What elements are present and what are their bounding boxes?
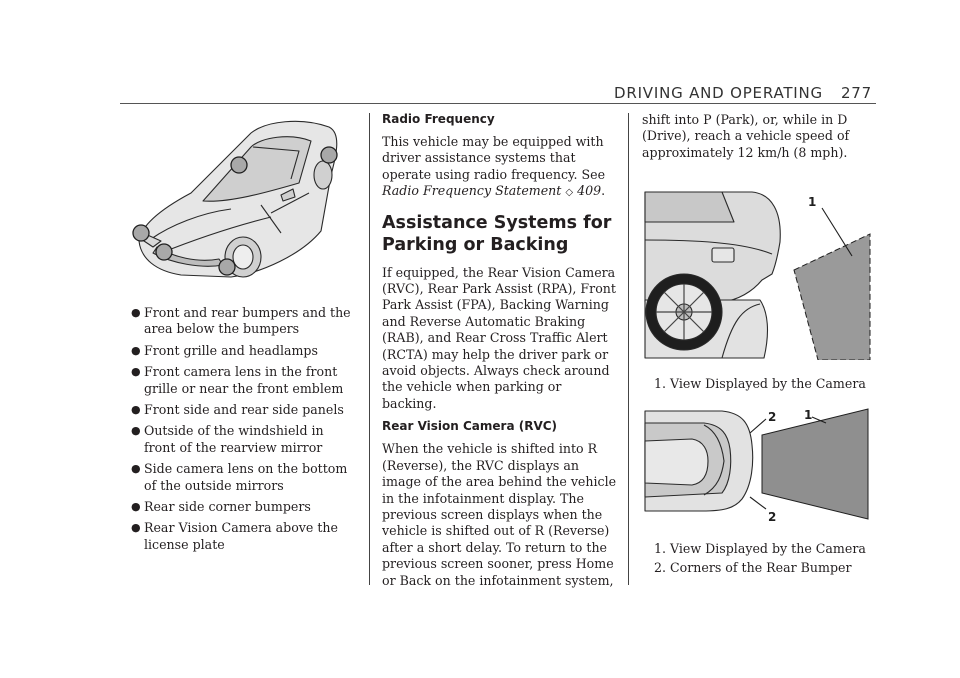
- list-item: ● Front and rear bumpers and the area below the bumpers: [131, 305, 351, 337]
- column-right: [642, 112, 874, 579]
- list-item: ● Front camera lens in the front grille or near the front emblem: [131, 364, 344, 396]
- running-header: [472, 84, 872, 102]
- column-left: [131, 113, 356, 558]
- list-item: ● Front grille and headlamps: [131, 342, 318, 358]
- callout-label: 2: [768, 509, 777, 524]
- caption-item: 2. Corners of the Rear Bumper: [654, 560, 852, 576]
- callout-label: 2: [768, 409, 777, 424]
- rvc-continued-paragraph: shift into P (Park), or, while in D (Drive), reach a vehicle speed of approximately 12 km/h (8 mph).: [642, 112, 850, 160]
- callout-label: 1: [804, 407, 813, 422]
- section-title: DRIVING AND OPERATING: [614, 84, 823, 102]
- callout-label: 1: [808, 195, 817, 210]
- assistance-systems-paragraph: If equipped, the Rear Vision Camera (RVC), Rear Park Assist (RPA), Front Park Assist (FPA), Backing Warning and Reverse Automatic Braking (RAB), and Rear Cross Traffic Alert (RCTA) may help the driver park or avoid objects. Always check around the vehicle when parking or backing.: [382, 264, 616, 411]
- column-divider: [628, 113, 629, 585]
- rear-camera-view-illustration: [642, 182, 874, 360]
- list-item: ● Outside of the windshield in front of the rearview mirror: [131, 423, 324, 455]
- section-heading: Assistance Systems for Parking or Backing: [382, 212, 612, 255]
- sensor-location-list: [131, 305, 356, 553]
- page-number: 277: [840, 84, 872, 102]
- list-item: ● Side camera lens on the bottom of the outside mirrors: [131, 461, 348, 493]
- column-divider: [369, 113, 370, 585]
- rvc-heading: Rear Vision Camera (RVC): [382, 419, 558, 434]
- figure-2-caption: [642, 541, 874, 577]
- page-ref-icon: ◇: [565, 187, 574, 199]
- radio-frequency-heading: Radio Frequency: [382, 112, 495, 126]
- rear-camera-top-view-illustration: [642, 405, 874, 529]
- radio-frequency-statement-link[interactable]: Radio Frequency Statement ◇ 409: [382, 183, 602, 199]
- car-sensor-locations-illustration: [131, 113, 356, 291]
- list-item: ● Front side and rear side panels: [131, 402, 344, 418]
- list-item: ● Rear side corner bumpers: [131, 499, 311, 515]
- figure-1-caption: [642, 376, 874, 392]
- list-item: ● Rear Vision Camera above the license plate: [131, 520, 338, 552]
- caption-item: 1. View Displayed by the Camera: [654, 376, 866, 392]
- header-rule: [120, 103, 876, 104]
- column-middle: [382, 112, 618, 589]
- rvc-paragraph: When the vehicle is shifted into R (Reverse), the RVC displays an image of the area behind the vehicle in the infotainment display. The previous screen displays when the vehicle is shifted out of R (Reverse) after a short delay. To return to the previous screen sooner, press Home or Back on the infotainment system,: [382, 441, 617, 588]
- caption-item: 1. View Displayed by the Camera: [654, 540, 866, 556]
- radio-frequency-paragraph: This vehicle may be equipped with driver assistance systems that operate using radio frequency. See Radio Frequency Statement ◇ 409.: [382, 134, 606, 199]
